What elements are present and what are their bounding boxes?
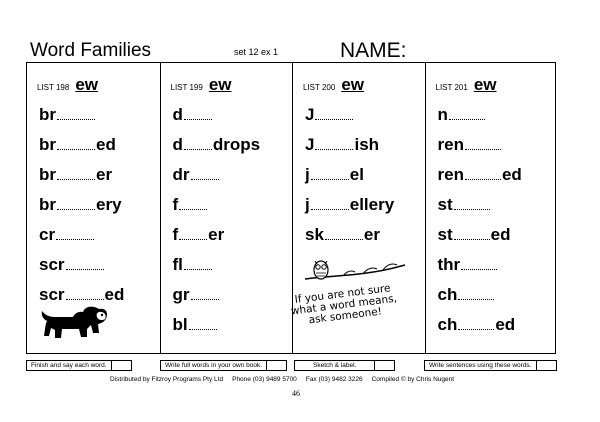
word-item: [173, 105, 213, 125]
word-item: [173, 315, 218, 335]
word-item: [173, 225, 225, 245]
list-number: LIST 201: [435, 83, 468, 92]
word-prefix: br: [39, 165, 56, 184]
page-number: 46: [292, 389, 300, 398]
word-blank[interactable]: [57, 137, 95, 150]
word-prefix: scr: [39, 285, 65, 304]
word-blank[interactable]: [189, 317, 217, 330]
word-suffix: ed: [495, 315, 516, 334]
word-suffix: ed: [104, 285, 125, 304]
word-prefix: J: [305, 135, 315, 154]
word-prefix: bl: [172, 315, 188, 334]
task-sentences-checkbox[interactable]: [537, 360, 557, 371]
set-label: set 12 ex 1: [234, 47, 279, 57]
word-blank[interactable]: [191, 287, 219, 300]
word-blank[interactable]: [57, 107, 95, 120]
word-item: [39, 255, 105, 275]
worksheet-title: Word Families: [30, 40, 152, 61]
list-header: [37, 75, 98, 95]
word-prefix: J: [305, 105, 315, 124]
word-prefix: f: [172, 225, 179, 244]
task-finish-label: Finish and say each word.: [26, 360, 112, 371]
word-suffix: drops: [212, 135, 261, 154]
word-prefix: fl: [172, 255, 183, 274]
word-blank[interactable]: [56, 227, 94, 240]
word-item: [438, 225, 511, 245]
word-blank[interactable]: [454, 197, 490, 210]
word-prefix: j: [305, 195, 310, 214]
word-item: [39, 285, 124, 305]
word-blank[interactable]: [191, 167, 219, 180]
fax: Fax (03) 9482 3226: [305, 376, 363, 383]
word-item: [39, 195, 122, 215]
word-item: [39, 105, 96, 125]
word-blank[interactable]: [315, 137, 353, 150]
name-label: NAME:: [340, 39, 407, 62]
list-number: LIST 199: [170, 83, 203, 92]
word-blank[interactable]: [184, 257, 212, 270]
word-item: [438, 105, 486, 125]
word-blank[interactable]: [57, 197, 95, 210]
word-prefix: gr: [172, 285, 190, 304]
task-sketch-checkbox[interactable]: [375, 360, 395, 371]
task-sketch-label: Sketch & label.: [294, 360, 375, 371]
word-prefix: br: [39, 105, 56, 124]
word-list-column: [425, 63, 559, 353]
word-prefix: ch: [437, 285, 458, 304]
word-blank[interactable]: [454, 227, 490, 240]
word-blank[interactable]: [179, 227, 207, 240]
word-blank[interactable]: [311, 197, 349, 210]
word-item: [305, 165, 364, 185]
word-prefix: ren: [437, 165, 464, 184]
word-blank[interactable]: [179, 197, 207, 210]
word-blank[interactable]: [325, 227, 363, 240]
list-number: LIST 198: [37, 83, 70, 92]
word-suffix: ery: [96, 195, 122, 214]
word-item: [305, 195, 394, 215]
word-suffix: er: [96, 165, 113, 184]
word-blank[interactable]: [458, 287, 494, 300]
list-header: [436, 75, 497, 95]
word-suffix: ed: [490, 225, 511, 244]
word-blank[interactable]: [66, 287, 104, 300]
word-prefix: st: [437, 225, 453, 244]
word-suffix: ellery: [349, 195, 395, 214]
word-item: [173, 255, 213, 275]
word-suffix: ish: [354, 135, 380, 154]
task-row: [26, 359, 556, 371]
word-blank[interactable]: [458, 317, 494, 330]
word-suffix: er: [363, 225, 380, 244]
word-prefix: br: [39, 195, 56, 214]
word-suffix: er: [208, 225, 225, 244]
word-item: [173, 165, 220, 185]
name-field[interactable]: [405, 44, 555, 62]
word-blank[interactable]: [57, 167, 95, 180]
word-prefix: sk: [305, 225, 324, 244]
distributor: Distributed by Fitzroy Programs Pty Ltd: [110, 376, 224, 383]
word-prefix: st: [437, 195, 453, 214]
word-blank[interactable]: [311, 167, 349, 180]
list-header: [171, 75, 232, 95]
word-suffix: ed: [501, 165, 522, 184]
word-blank[interactable]: [184, 137, 212, 150]
word-item: [438, 165, 522, 185]
task-write: [160, 359, 287, 371]
task-finish-checkbox[interactable]: [112, 360, 132, 371]
word-prefix: thr: [437, 255, 461, 274]
list-pattern: ew: [208, 75, 232, 94]
word-suffix: ed: [96, 135, 116, 154]
word-blank[interactable]: [315, 107, 353, 120]
word-prefix: dr: [172, 165, 190, 184]
word-blank[interactable]: [465, 137, 501, 150]
word-blank[interactable]: [465, 167, 501, 180]
word-item: [438, 255, 499, 275]
word-prefix: f: [172, 195, 179, 214]
word-item: [305, 135, 379, 155]
task-sketch: [294, 359, 395, 371]
word-prefix: j: [305, 165, 310, 184]
task-write-label: Write full words in your own book.: [160, 360, 267, 371]
word-item: [438, 135, 502, 155]
word-item: [173, 135, 261, 155]
task-finish: [26, 359, 132, 371]
word-prefix: ch: [437, 315, 458, 334]
task-write-checkbox[interactable]: [267, 360, 287, 371]
word-blank[interactable]: [461, 257, 497, 270]
word-item: [438, 315, 516, 335]
word-prefix: br: [39, 135, 56, 154]
word-item: [39, 165, 112, 185]
word-item: [173, 195, 209, 215]
word-prefix: d: [172, 105, 183, 124]
word-prefix: scr: [39, 255, 65, 274]
word-list-column: [160, 63, 294, 353]
word-blank[interactable]: [66, 257, 104, 270]
task-sentences: [424, 359, 557, 371]
word-prefix: n: [437, 105, 448, 124]
word-item: [39, 225, 95, 245]
list-pattern: ew: [473, 75, 497, 94]
word-item: [305, 105, 354, 125]
word-item: [39, 135, 116, 155]
task-sentences-label: Write sentences using these words.: [424, 360, 537, 371]
word-prefix: d: [172, 135, 183, 154]
list-pattern: ew: [75, 75, 99, 94]
word-item: [305, 225, 380, 245]
distribution-line: [110, 376, 454, 383]
list-header: [303, 75, 364, 95]
compiled: Compiled © by Chris Nugent: [371, 376, 455, 383]
word-item: [173, 285, 220, 305]
word-suffix: el: [349, 165, 364, 184]
list-pattern: ew: [341, 75, 365, 94]
word-prefix: cr: [39, 225, 56, 244]
word-item: [438, 285, 496, 305]
word-blank[interactable]: [449, 107, 485, 120]
word-prefix: ren: [437, 135, 464, 154]
word-blank[interactable]: [184, 107, 212, 120]
lion-icon: [39, 303, 125, 343]
list-number: LIST 200: [303, 83, 336, 92]
word-item: [438, 195, 491, 215]
note-text: If you are not sure what a word means, ask someone!: [290, 282, 398, 327]
phone: Phone (03) 9489 5700: [232, 376, 297, 383]
